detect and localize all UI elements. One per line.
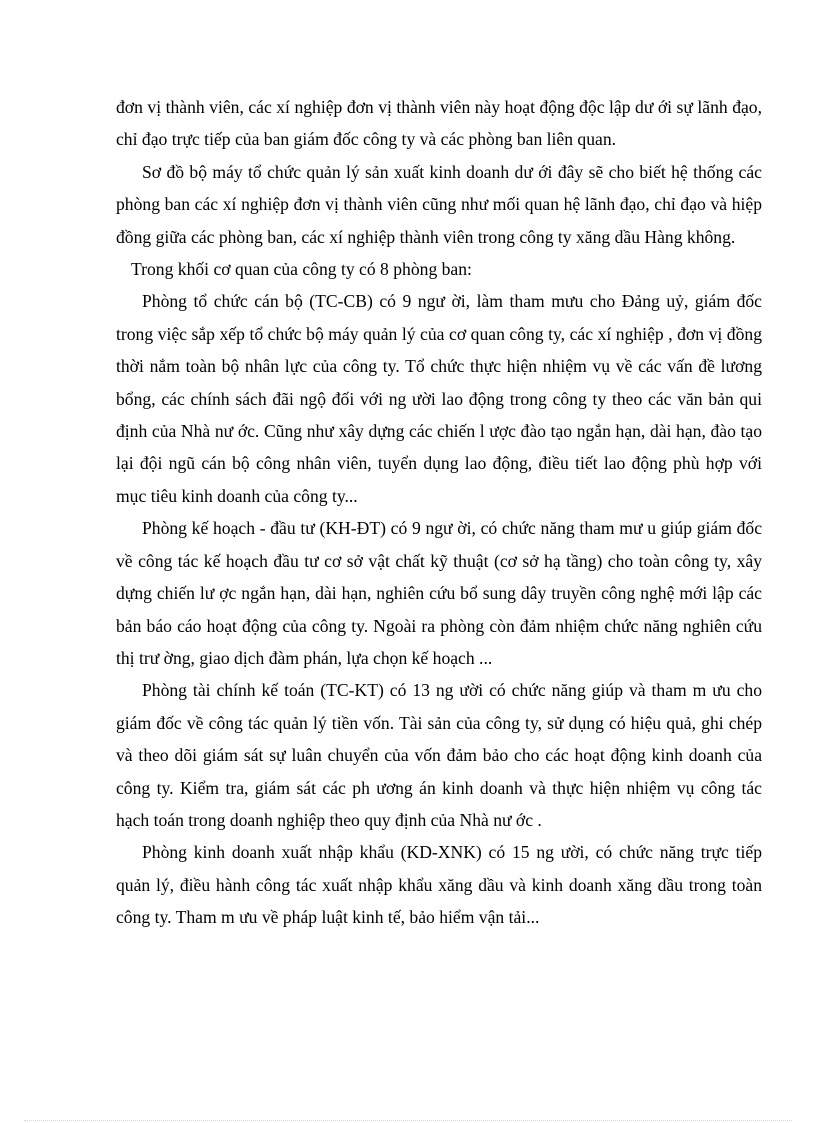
paragraph-org-chart-intro: Sơ đồ bộ máy tổ chức quản lý sản xuất kinh doanh dư ới đây sẽ cho biết hệ thống các phòng ban các xí nghiệp đơn vị thành viên cũng như mối quan hệ lãnh đạo, chỉ đạo và hiệp đồng giữa các phòng ban, các xí nghiệp thành viên trong công ty xăng dầu Hàng không. [116,161,762,247]
paragraph-departments-intro: Trong khối cơ quan của công ty có 8 phòng ban: [131,259,472,280]
paragraph-planning-dept: Phòng kế hoạch - đầu tư (KH-ĐT) có 9 ngư ời, có chức năng tham mư u giúp giám đốc về công tác kế hoạch đầu tư cơ sở vật chất kỹ thuật (cơ sở hạ tầng) cho toàn công ty, xây dựng chiến lư ợc ngắn hạn, dài hạn, nghiên cứu bổ sung dây truyền công nghệ mới lập các bản báo cáo hoạt động của công ty. Ngoài ra phòng còn đảm nhiệm chức năng nghiên cứu thị trư ờng, giao dịch đàm phán, lựa chọn kế hoạch ... [116,518,762,668]
paragraph-continuation: đơn vị thành viên, các xí nghiệp đơn vị thành viên này hoạt động độc lập dư ới sự lãnh đạo, chỉ đạo trực tiếp của ban giám đốc công ty và các phòng ban liên quan. [116,97,762,150]
paragraph-finance-dept: Phòng tài chính kế toán (TC-KT) có 13 ng ười có chức năng giúp và tham m ưu cho giám đốc về công tác quản lý tiền vốn. Tài sản của công ty, sử dụng có hiệu quả, ghi chép và theo dõi giám sát sự luân chuyển của vốn đảm bảo cho các hoạt động kinh doanh của công ty. Kiểm tra, giám sát các ph ương án kinh doanh và thực hiện nhiệm vụ công tác hạch toán trong doanh nghiệp theo quy định của Nhà nư ớc . [116,680,762,830]
document-body [116,91,762,934]
page-bottom-divider [24,1120,792,1121]
paragraph-import-export-dept: Phòng kinh doanh xuất nhập khẩu (KD-XNK) có 15 ng ười, có chức năng trực tiếp quản lý, điều hành công tác xuất nhập khẩu xăng dầu và kinh doanh xăng dầu trong toàn công ty. Tham m ưu về pháp luật kinh tế, bảo hiểm vận tải... [116,842,762,928]
paragraph-personnel-dept: Phòng tổ chức cán bộ (TC-CB) có 9 ngư ời, làm tham mưu cho Đảng uỷ, giám đốc trong việc sắp xếp tổ chức bộ máy quản lý của cơ quan công ty, các xí nghiệp , đơn vị đồng thời nắm toàn bộ nhân lực của công ty. Tổ chức thực hiện nhiệm vụ về các vấn đề lương bổng, các chính sách đãi ngộ đối với ng ười lao động trong công ty theo các văn bản qui định của Nhà nư ớc. Cũng như xây dựng các chiến l ược đào tạo ngắn hạn, dài hạn, đào tạo lại đội ngũ cán bộ công nhân viên, tuyển dụng lao động, điều tiết lao động phù hợp với mục tiêu kinh doanh của công ty... [116,291,762,506]
